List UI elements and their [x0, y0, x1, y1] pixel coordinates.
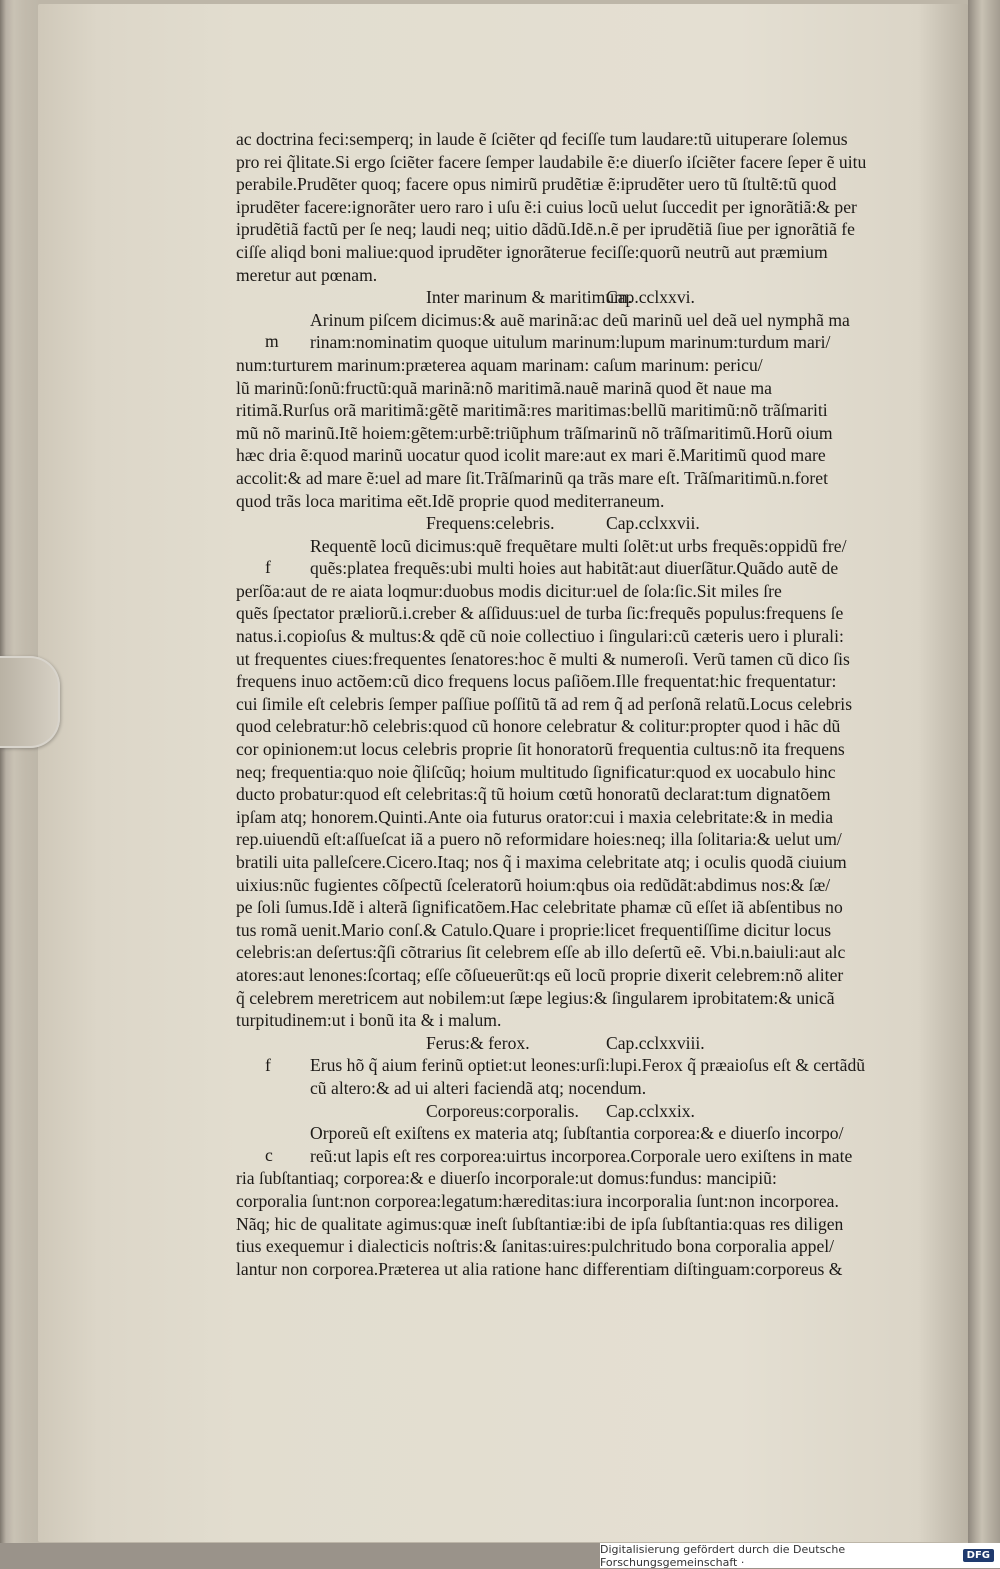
text-line: uixius:nũc fugientes cõſpectũ ſceleratorũ hoium:qbus oia redũdãt:abdimus nos:& ſæ/ — [236, 874, 831, 895]
guide-letter: f — [265, 557, 271, 578]
text-line: frequens inuo actõem:cũ dico frequens locus paſiõem.Ille frequentat:hic frequentatur: — [236, 671, 837, 692]
text-line: neq; frequentia:quo noie q̃liſcũq; hoium multitudo ſignificatur:quod ex uocabulo hinc — [236, 761, 836, 782]
text-line: pe ſoli ſumus.Idẽ i alterã ſignificatõem.Hac celebritate phamæ cũ eſſet iã abſentibus no — [236, 897, 843, 918]
text-line: num:turturem marinum:præterea aquam marinam: caſum marinum: pericu/ — [236, 354, 763, 375]
text-line: meretur aut pœnam. — [236, 264, 378, 285]
dfg-logo: DFG — [963, 1549, 994, 1562]
text-line: Requentẽ locũ dicimus:quẽ frequẽtare multi ſolẽt:ut urbs frequẽs:oppidũ fre/ — [310, 535, 847, 556]
text-line: ria ſubſtantiaq; corporea:& e diuerſo incorporale:ut domus:fundus: mancipiũ: — [236, 1168, 777, 1189]
text-line: quod celebratur:hõ celebris:quod cũ honore celebratur & colitur:propter quod i hãc dũ — [236, 716, 841, 737]
chapter-title: Ferus:& ferox. — [426, 1032, 530, 1053]
text-line: cui ſimile eſt celebris ſemper paſſiue poſſitũ tã ad rem q̃ ad perſonã relatũ.Locus celebris — [236, 693, 853, 714]
text-line: ritimã.Rurſus orã maritimã:gẽtẽ maritimã:res maritimas:bellũ maritimũ:nõ trãſmariti — [236, 400, 828, 421]
credit-text: Digitalisierung gefördert durch die Deutsche Forschungsgemeinschaft · — [600, 1542, 846, 1569]
chapter-number: Cap.cclxxviii. — [606, 1032, 705, 1053]
page-text — [236, 128, 936, 1280]
chapter-number: Cap.cclxxvii. — [606, 513, 700, 534]
chapter-title: Inter marinum & maritimum. — [426, 287, 633, 308]
text-line: tus romã uenit.Mario conſ.& Catulo.Quare i proprie:licet frequentiſſime dicitur locus — [236, 919, 832, 940]
guide-letter: m — [265, 331, 279, 352]
text-line: natus.i.copioſus & multus:& qdẽ cũ noie collectiuo i ſingulari:cũ cæteris uero i plurali: — [236, 626, 844, 647]
text-line: reũ:ut lapis eſt res corporea:uirtus incorporea.Corporale uero exiſtens in mate — [310, 1145, 853, 1166]
text-line: ut frequentes ciues:frequentes ſenatores:hoc ẽ multi & numeroſi. Verũ tamen cũ dico ſis — [236, 648, 850, 669]
text-line: accolit:& ad mare ẽ:uel ad mare ſit.Trãſmarinũ qa trãs mare eſt. Trãſmaritimũ.n.foret — [236, 467, 828, 488]
chapter-heading — [236, 1100, 936, 1123]
guide-letter: f — [265, 1054, 271, 1075]
text-line: iprudẽter facere:ignorãter uero raro i uſu ẽ:i cuius locũ uelut ſuccedit per ignorãtiã:& per — [236, 196, 857, 217]
text-line: quod trãs loca maritima eẽt.Idẽ proprie quod mediterraneum. — [236, 490, 665, 511]
text-line: Erus hõ q̃ aium ferinũ optiet:ut leones:urſi:lupi.Ferox q̃ præaioſus eſt & certãdũ — [310, 1055, 866, 1076]
chapter-number: Cap.cclxxvi. — [606, 287, 695, 308]
text-line: mũ nõ marinũ.Itẽ hoiem:gẽtem:urbẽ:triũphum trãſmarinũ nõ trãſmaritimũ.Horũ oium — [236, 422, 833, 443]
text-line: tius exequemur i dialecticis noſtris:& ſanitas:uires:pulchritudo bona corporalia appel/ — [236, 1236, 835, 1257]
text-line: lantur non corporea.Præterea ut alia ratione hanc differentiam diſtinguam:corporeus & — [236, 1258, 843, 1279]
chapter-title: Corporeus:corporalis. — [426, 1100, 579, 1121]
text-line: q̃ celebrem meretricem aut nobilem:ut ſæpe legius:& ſingularem iprobitatem:& unicã — [236, 987, 835, 1008]
chapter-heading — [236, 1032, 936, 1055]
text-line: hæc dria ẽ:quod marinũ uocatur quod icolit mare:aut ex mari ẽ.Maritimũ quod mare — [236, 445, 826, 466]
text-line: perſõa:aut de re aiata loqmur:duobus modis dicitur:uel de ſola:ſic.Sit miles ſre — [236, 580, 782, 601]
chapter-heading — [236, 286, 936, 309]
text-line: cor opinionem:ut locus celebris proprie ſit honoratorũ frequentia cultus:nõ ita frequens — [236, 739, 845, 760]
chapter-number: Cap.cclxxix. — [606, 1100, 695, 1121]
chapter-heading — [236, 512, 936, 535]
text-line: iprudẽtiã factũ per ſe neq; laudi neq; uitio dãdũ.Idẽ.n.ẽ per iprudẽtiã ſiue per ignorãtiã fe — [236, 219, 855, 240]
text-line: cũ altero:& ad ui alteri faciendã atq; nocendum. — [310, 1077, 647, 1098]
text-line: quẽs:platea frequẽs:ubi multi hoies aut habitãt:aut diuerſãtur.Quãdo autẽ de — [310, 558, 839, 579]
text-line: Arinum piſcem dicimus:& auẽ marinã:ac deũ marinũ uel deã uel nymphã ma — [310, 309, 850, 330]
text-line: perabile.Prudẽter quoq; facere opus nimirũ prudẽtiæ ẽ:iprudẽter uero tũ ſtultẽ:tũ quod — [236, 174, 837, 195]
page-clip — [0, 656, 60, 748]
text-line: ciſſe aliqd boni maliue:quod iprudẽter ignorãterue feciſſe:quorũ neutrũ aut præmium — [236, 241, 828, 262]
page-edge — [968, 0, 1000, 1568]
chapter-title: Frequens:celebris. — [426, 513, 555, 534]
text-line: corporalia ſunt:non corporea:legatum:hæreditas:iura incorporalia ſunt:non incorporea. — [236, 1190, 839, 1211]
text-line: ac doctrina feci:semperq; in laude ẽ ſciẽter qd feciſſe tum laudare:tũ uituperare ſolemus — [236, 129, 848, 149]
scan-bottom — [0, 1543, 600, 1568]
text-line: Nãq; hic de qualitate agimus:quæ ineſt ſubſtantiæ:ibi de ipſa ſubſtantia:quas res diligen — [236, 1213, 844, 1234]
text-line: rinam:nominatim quoque uitulum marinum:lupum marinum:turdum mari/ — [310, 332, 831, 353]
text-line: rep.uiuendũ eſt:aſſueſcat iã a puero nõ reformidare hoies:neq; illa ſolitaria:& uelut um/ — [236, 829, 842, 850]
text-line: ipſam atq; honorem.Quinti.Ante oia futurus orator:cui i maxia celebritate:& in media — [236, 806, 834, 827]
text-line: quẽs ſpectator præliorũ.i.creber & aſſiduus:uel de turba ſic:frequẽs populus:frequens ſe — [236, 603, 844, 624]
text-line: Orporeũ eſt exiſtens ex materia atq; ſubſtantia corporea:& e diuerſo incorpo/ — [310, 1123, 844, 1144]
digitization-credit — [600, 1543, 1000, 1568]
text-line: turpitudinem:ut i bonũ ita & i malum. — [236, 1010, 502, 1031]
text-line: ducto probatur:quod eſt celebritas:q̃ tũ hoium cœtũ honoratũ declarat:tum dignatõem — [236, 784, 831, 805]
text-line: celebris:an deſertus:q̃ſi cõtrarius ſit celebrem eſſe ab illo deſertũ eẽ. Vbi.n.baiuli:aut alc — [236, 942, 846, 963]
text-line: bratili uita palleſcere.Cicero.Itaq; nos q̃ i maxima celebritate atq; i oculis quodã ciuium — [236, 852, 847, 872]
guide-letter: c — [265, 1145, 273, 1165]
text-line: lũ marinũ:ſonũ:fructũ:quã marinã:nõ maritimã.nauẽ marinã quod ẽt naue ma — [236, 377, 772, 398]
text-line: atores:aut lenones:ſcortaq; eſſe cõſueuerũt:qs eũ locũ proprie dixerit celebrem:nõ aliter — [236, 964, 844, 985]
text-line: pro rei q̃litate.Si ergo ſciẽter facere ſemper laudabile ẽ:e diuerſo iſciẽter facere ſeper ẽ uitu — [236, 151, 867, 172]
